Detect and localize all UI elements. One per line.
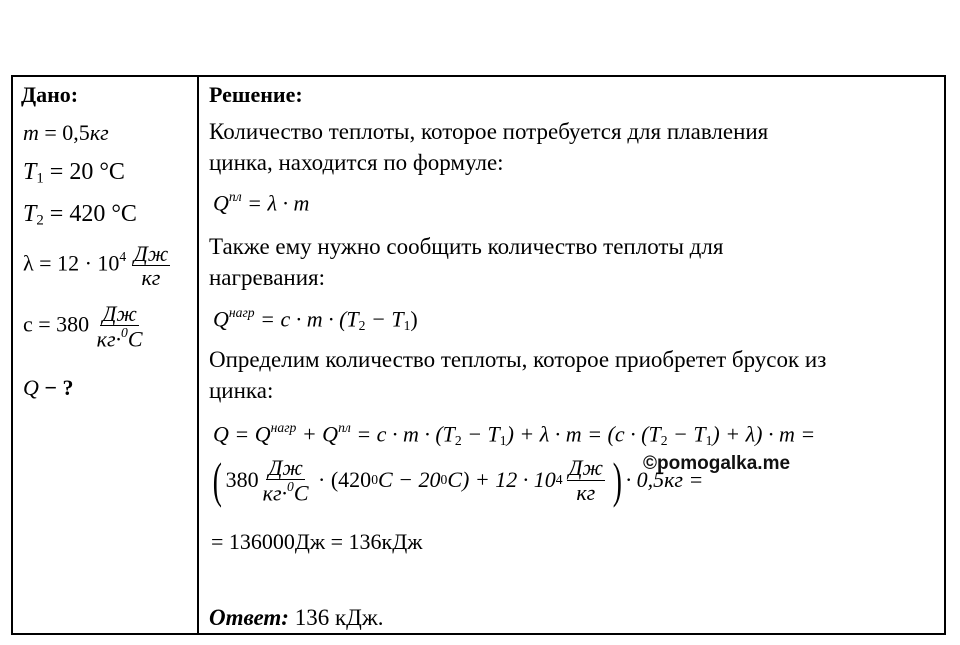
formula-substitution: ( 380 $\frac{Дж}{кг\cdot^0C}$ · (420 0 C − 20 0 C) + 12 · 10 4 $\frac{Дж}{кг}$ ) · 0,5кг =: [212, 452, 704, 508]
paragraph-2: Также ему нужно сообщить количество теплоты для: [209, 234, 724, 259]
paragraph-1: Количество теплоты, которое потребуется для плавления: [209, 119, 769, 144]
given-heading: Дано:: [21, 82, 79, 107]
given-mass: m = 0,5кг: [23, 120, 109, 145]
given-c: c = 380 $\frac{Дж}{кг\cdot^0C}$: [23, 301, 143, 352]
paragraph-1b: цинка, находится по формуле:: [209, 150, 504, 175]
given-unknown: Q − ?: [23, 375, 74, 400]
given-lambda: $\lambda = 12 \cdot 10^4$ $\frac{Дж}{кг}$: [23, 241, 169, 291]
formula-total: $Q = Q^{нагр} + Q^{пл} = c \cdot m \cdot (T_2 - T_1) + \lambda \cdot m = (c \cdot (T_2 - T_1) + \lambda) \cdot m$ =: [213, 420, 816, 448]
given-t2: $T_2 = 420$ °C: [23, 201, 137, 229]
column-divider: [197, 77, 199, 633]
solution-table: [11, 75, 946, 635]
watermark: ©pomogalka.me: [643, 453, 791, 474]
paragraph-2b: нагревания:: [209, 265, 326, 290]
solution-heading: Решение:: [209, 82, 303, 107]
answer-line: Ответ: 136 кДж.: [209, 605, 384, 630]
paragraph-3b: цинка:: [209, 378, 274, 403]
given-t1: $T_1 = 20$ °C: [23, 159, 125, 187]
formula-result: = 136000Дж = 136кДж: [211, 529, 423, 554]
formula-melting: $Q^{пл} = \lambda \cdot m$: [213, 189, 310, 216]
formula-heating: $Q^{нагр} = c \cdot m \cdot (T_2 - T_1)$: [213, 305, 418, 333]
paragraph-3: Определим количество теплоты, которое приобретет брусок из: [209, 347, 827, 372]
